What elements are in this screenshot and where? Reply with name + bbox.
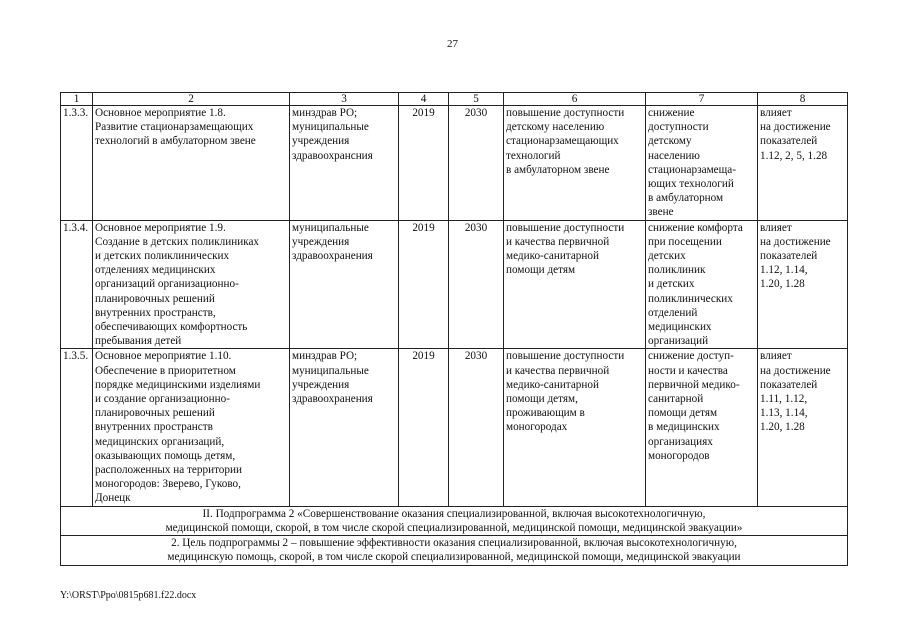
header-cell: 4 <box>399 93 449 106</box>
executor-cell-line: муниципальные <box>292 364 369 377</box>
consequence-cell-line: санитарной <box>648 393 704 406</box>
indicator-link-cell-line: на достижение <box>760 235 831 248</box>
indicator-link-cell <box>758 220 848 349</box>
executor-cell-line: муниципальные <box>292 121 369 134</box>
end-year: 2030 <box>449 106 504 221</box>
consequence-cell-line: снижение доступ- <box>648 350 734 363</box>
result-cell-line: в амбулаторном звене <box>506 163 610 176</box>
activity-cell-line: внутренних пространств, <box>95 306 216 319</box>
consequence-cell-line: помощи детям <box>648 407 718 420</box>
indicator-link-cell-line: 1.11, 1.12, <box>760 393 808 406</box>
start-year: 2019 <box>399 349 449 506</box>
result-cell-line: медико-санитарной <box>506 378 599 391</box>
consequence-cell-line: отделений <box>648 306 698 319</box>
result-cell <box>504 106 646 221</box>
header-cell: 1 <box>61 93 93 106</box>
header-cell: 2 <box>93 93 290 106</box>
section-rows <box>61 506 848 565</box>
activity-cell-line: планировочных решений <box>95 407 215 420</box>
section-heading-line: 2. Цель подпрограммы 2 – повышение эффективности оказания специализированной, включая высокотехнологичную, <box>171 537 737 550</box>
section-heading <box>61 536 848 565</box>
indicator-link-cell-line: 1.20, 1.28 <box>760 421 805 434</box>
start-year: 2019 <box>399 106 449 221</box>
table-row <box>61 220 848 349</box>
consequence-cell-line: в амбулаторном <box>648 192 724 205</box>
executor-cell-line: муниципальные <box>292 221 369 234</box>
header-cell: 8 <box>758 93 848 106</box>
indicator-link-cell <box>758 106 848 221</box>
activity-cell-line: моногородов: Зверево, Гуково, <box>95 478 241 491</box>
activity-cell-line: организаций организационно- <box>95 278 239 291</box>
indicator-link-cell-line: 1.12, 2, 5, 1.28 <box>760 149 828 162</box>
consequence-cell-line: населению <box>648 149 700 162</box>
file-path-footer: Y:\ORST\Ppo\0815p681.f22.docx <box>60 590 197 601</box>
consequence-cell <box>646 220 758 349</box>
row-number: 1.3.3. <box>61 106 93 221</box>
executor-cell <box>290 106 399 221</box>
activity-cell-line: медицинских организаций, <box>95 435 225 448</box>
header-cell: 7 <box>646 93 758 106</box>
indicator-link-cell-line: показателей <box>760 250 818 263</box>
result-cell-line: повышение доступности <box>506 107 625 119</box>
consequence-cell-line: поликлиник <box>648 264 706 277</box>
indicator-link-cell-line: влияет <box>760 221 792 234</box>
indicator-link-cell-line: 1.12, 1.14, <box>760 264 808 277</box>
result-cell-line: и качества первичной <box>506 235 610 248</box>
result-cell-line: детскому населению <box>506 121 605 134</box>
indicator-link-cell-line: 1.20, 1.28 <box>760 278 805 291</box>
result-cell <box>504 220 646 349</box>
result-cell-line: повышение доступности <box>506 350 625 363</box>
activity-cell-line: отделениях медицинских <box>95 264 216 277</box>
consequence-cell-line: в медицинских <box>648 421 720 434</box>
executor-cell-line: здравоохранения <box>292 250 373 263</box>
indicator-link-cell-line: на достижение <box>760 364 831 377</box>
result-cell <box>504 349 646 506</box>
result-cell-line: помощи детям, <box>506 393 578 406</box>
header-cell: 3 <box>290 93 399 106</box>
indicator-link-cell-line: 1.13, 1.14, <box>760 407 808 420</box>
consequence-cell-line: организациях <box>648 435 713 448</box>
activity-cell-line: обеспечивающих комфортность <box>95 321 248 334</box>
consequence-cell-line: детских <box>648 250 686 263</box>
executor-cell-line: здравоохранения <box>292 393 373 406</box>
section-heading-line: медицинской помощи, скорой, в том числе скорой специализированной, медицинской помощи, медицинской эвакуации» <box>165 521 743 534</box>
section-heading-line: медицинскую помощь, скорой, в том числе скорой специализированной, медицинской помощи, медицинской эвакуации <box>167 551 741 564</box>
activity-cell-line: Обеспечение в приоритетном <box>95 364 236 377</box>
consequence-cell-line: снижение комфорта <box>648 221 743 234</box>
activity-cell-line: Основное мероприятие 1.8. <box>95 107 226 119</box>
header-cell: 5 <box>449 93 504 106</box>
consequence-cell-line: медицинских <box>648 321 712 334</box>
result-cell-line: медико-санитарной <box>506 250 599 263</box>
executor-cell-line: учреждения <box>292 378 350 391</box>
result-cell-line: моногородах <box>506 421 568 434</box>
program-table <box>60 92 848 566</box>
section-row <box>61 536 848 565</box>
activity-cell <box>93 106 290 221</box>
result-cell-line: проживающим в <box>506 407 585 420</box>
consequence-cell-line: доступности <box>648 121 709 134</box>
executor-cell <box>290 220 399 349</box>
row-number: 1.3.4. <box>61 220 93 349</box>
activity-cell-line: пребывания детей <box>95 335 182 348</box>
consequence-cell-line: моногородов <box>648 449 710 462</box>
result-cell-line: и качества первичной <box>506 364 610 377</box>
table-row <box>61 349 848 506</box>
page-number: 27 <box>447 38 458 50</box>
executor-cell-line: учреждения <box>292 135 350 148</box>
indicator-link-cell-line: показателей <box>760 378 818 391</box>
consequence-cell-line: стационарзамеща- <box>648 163 736 176</box>
result-cell-line: помощи детям <box>506 264 576 277</box>
section-row <box>61 506 848 535</box>
activity-cell-line: расположенных на территории <box>95 464 242 477</box>
activity-cell-line: Развитие стационарзамещающих <box>95 121 254 134</box>
consequence-cell-line: первичной медико- <box>648 378 740 391</box>
activity-cell <box>93 220 290 349</box>
activity-cell-line: внутренних пространств <box>95 421 213 434</box>
result-cell-line: технологий <box>506 149 561 162</box>
header-row <box>61 93 848 106</box>
consequence-cell-line: и детских <box>648 278 695 291</box>
end-year: 2030 <box>449 349 504 506</box>
executor-cell-line: здравоохрансния <box>292 149 373 162</box>
executor-cell-line: учреждения <box>292 235 350 248</box>
start-year: 2019 <box>399 220 449 349</box>
consequence-cell-line: ности и качества <box>648 364 728 377</box>
activity-cell-line: Основное мероприятие 1.9. <box>95 221 226 234</box>
consequence-cell-line: снижение <box>648 107 695 119</box>
section-heading-line: II. Подпрограмма 2 «Совершенствование оказания специализированной, включая высокотехнологичную, <box>202 507 706 520</box>
consequence-cell <box>646 349 758 506</box>
activity-cell-line: Создание в детских поликлиниках <box>95 235 260 248</box>
table-row <box>61 106 848 221</box>
activity-cell <box>93 349 290 506</box>
consequence-cell-line: ющих технологий <box>648 178 734 191</box>
indicator-link-cell <box>758 349 848 506</box>
consequence-cell-line: организаций <box>648 335 709 348</box>
indicator-link-cell-line: влияет <box>760 350 792 363</box>
activity-cell-line: порядке медицинскими изделиями <box>95 378 261 391</box>
activity-cell-line: оказывающих помощь детям, <box>95 449 236 462</box>
executor-cell <box>290 349 399 506</box>
activity-cell-line: Основное мероприятие 1.10. <box>95 350 232 363</box>
activity-cell-line: Донецк <box>95 492 131 505</box>
consequence-cell-line: детскому <box>648 135 692 148</box>
consequence-cell <box>646 106 758 221</box>
activity-cell-line: и детских поликлинических <box>95 250 230 263</box>
result-cell-line: повышение доступности <box>506 221 625 234</box>
activity-cell-line: технологий в амбулаторном звене <box>95 135 256 148</box>
consequence-cell-line: поликлинических <box>648 292 733 305</box>
row-number: 1.3.5. <box>61 349 93 506</box>
consequence-cell-line: звене <box>648 206 674 219</box>
consequence-cell-line: при посещении <box>648 235 722 248</box>
indicator-link-cell-line: на достижение <box>760 121 831 134</box>
table-body <box>61 106 848 507</box>
activity-cell-line: планировочных решений <box>95 292 215 305</box>
result-cell-line: стационарзамещающих <box>506 135 619 148</box>
activity-cell-line: и создание организационно- <box>95 393 230 406</box>
indicator-link-cell-line: влияет <box>760 107 792 119</box>
executor-cell-line: минздрав РО; <box>292 107 358 119</box>
end-year: 2030 <box>449 220 504 349</box>
executor-cell-line: минздрав РО; <box>292 350 358 363</box>
indicator-link-cell-line: показателей <box>760 135 818 148</box>
section-heading <box>61 506 848 535</box>
header-cell: 6 <box>504 93 646 106</box>
